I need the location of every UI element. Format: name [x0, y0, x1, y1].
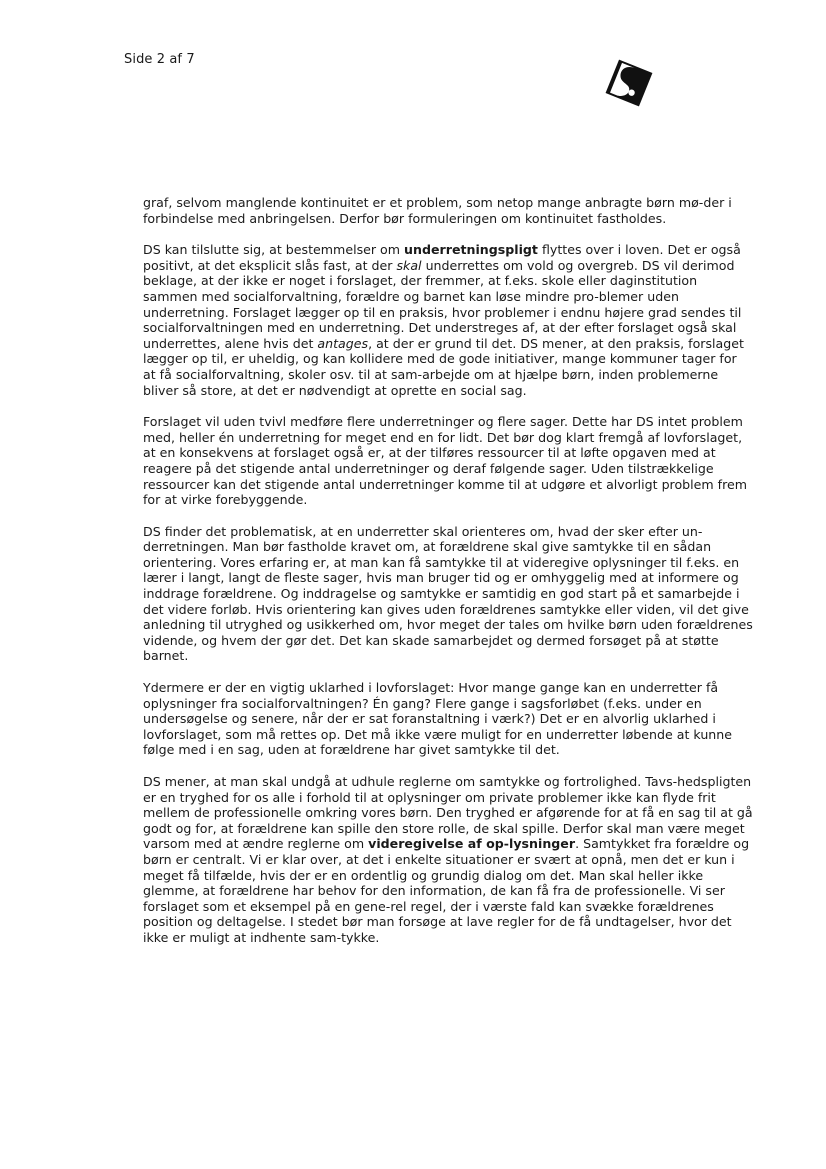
- ds-logo-icon: [604, 58, 654, 108]
- text-segment: underrettes om vold og overgreb. DS vil derimod beklage, at der ikke er noget i forslaget, der fremmer, at f.eks. skole eller daginstitution sammen med socialforvaltning, forældre og barnet kan løse mindre pro-blemer uden underretning. Forslaget lægger op til en praksis, hvor problemer i endnu højere grad sendes til socialforvaltningen med en underretning. Det understreges af, at der efter forslaget også skal underrettes, alene hvis det: [143, 257, 742, 351]
- paragraph: [143, 680, 753, 758]
- italic-text: antages: [317, 335, 369, 351]
- bold-text: videregivelse af op-lysninger: [368, 836, 576, 852]
- page-number: Side 2 af 7: [124, 52, 195, 67]
- text-segment: Ydermere er der en vigtig uklarhed i lovforslaget: Hvor mange gange kan en underretter få oplysninger fra socialforvaltningen? Én gang? Flere gange i sagsforløbet (f.eks. under en undersøgelse og senere, når der er sat foranstaltning i værk?) Det er en alvorlig uklarhed i lovforslaget, som må rettes op. Det må ikke være muligt for en underretter løbende at kunne følge med i en sag, uden at forældrene har givet samtykke til det.: [143, 680, 733, 758]
- text-segment: Forslaget vil uden tvivl medføre flere underretninger og flere sager. Dette har DS intet problem med, heller én underretning for meget end en for lidt. Det bør dog klart fremgå af lovforslaget, at en konsekvens at forslaget også er, at der tilføres ressourcer til at løfte opgaven med at reagere på det stigende antal underretninger og deraf følgende sager. Uden tilstrækkelige ressourcer kan det stigende antal underretninger komme til at udgøre et alvorligt problem frem for at virke forebyggende.: [143, 414, 748, 508]
- paragraph: [143, 195, 753, 226]
- paragraph: [143, 242, 753, 398]
- text-segment: , at der er grund til det. DS mener, at den praksis, forslaget lægger op til, er uheldig, og kan kollidere med de gode initiativer, mange kommuner tager for at få socialforvaltning, skoler osv. til at sam-arbejde om at hjælpe børn, inden problemerne bliver så store, at det er nødvendigt at oprette en social sag.: [143, 335, 744, 398]
- paragraph: [143, 414, 753, 508]
- letter-body: [143, 195, 753, 962]
- text-segment: DS mener, at man skal undgå at udhule reglerne om samtykke og fortrolighed. Tavs-hedspligten er en tryghed for os alle i forhold til at oplysninger om private problemer ikke kan flyde frit mellem de professionelle omkring vores børn. Den tryghed er afgørende for at få en sag til at gå godt og for, at forældrene kan spille den store rolle, de skal spille. Derfor skal man være meget varsom med at ændre reglerne om: [143, 774, 753, 852]
- text-segment: DS kan tilslutte sig, at bestemmelser om: [143, 242, 405, 258]
- text-segment: graf, selvom manglende kontinuitet er et problem, som netop mange anbragte børn mø-der i forbindelse med anbringelsen. Derfor bør formuleringen om kontinuitet fastholdes.: [143, 195, 732, 226]
- text-segment: . Samtykket fra forældre og børn er centralt. Vi er klar over, at det i enkelte situationer er svært at opnå, men det er kun i meget få tilfælde, hvis der er en ordentlig og grundig dialog om det. Man skal heller ikke glemme, at forældrene har behov for den information, de kan få fra de professionelle. Vi ser forslaget som et eksempel på en gene-rel regel, der i værste fald kan svække forældrenes position og deltagelse. I stedet bør man forsøge at lave regler for de få undtagelser, hvor det ikke er muligt at indhente sam-tykke.: [143, 836, 750, 945]
- paragraph: [143, 774, 753, 946]
- text-segment: DS finder det problematisk, at en underretter skal orienteres om, hvad der sker efter un-derretningen. Man bør fastholde kravet om, at forældrene skal give samtykke til en sådan orientering. Vores erfaring er, at man kan få samtykke til at videregive oplysninger til f.eks. en lærer i langt, langt de fleste sager, hvis man bruger tid og er omhyggelig med at informere og inddrage forældrene. Og inddragelse og samtykke er samtidig en god start på et samarbejde i det videre forløb. Hvis orientering kan gives uden forældrenes samtykke eller viden, vil det give anledning til utryghed og usikkerhed om, hvor meget der tales om hvilke børn uden forældrenes vidende, og hvem der gør det. Det kan skade samarbejdet og dermed forsøget på at støtte barnet.: [143, 523, 753, 664]
- italic-text: skal: [396, 257, 422, 273]
- bold-text: underretningspligt: [404, 242, 538, 258]
- paragraph: [143, 524, 753, 664]
- text-segment: flyttes over i loven. Det er også positivt, at det eksplicit slås fast, at der: [143, 242, 741, 273]
